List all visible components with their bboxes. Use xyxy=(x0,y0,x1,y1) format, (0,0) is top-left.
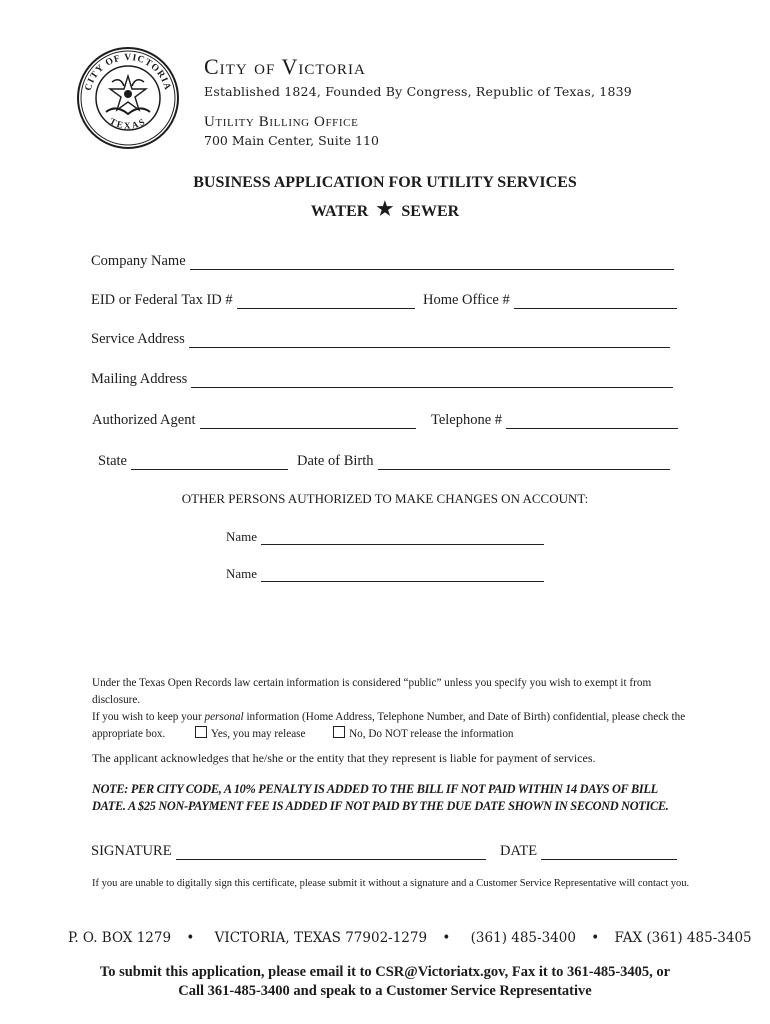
home-office-label: Home Office # xyxy=(423,292,510,308)
footer-po-box: P. O. BOX 1279 xyxy=(68,930,172,946)
release-yes-option[interactable]: Yes, you may release xyxy=(195,728,306,740)
eid-line[interactable] xyxy=(237,296,415,309)
submit-line2: Call 361-485-3400 and speak to a Customer Service Representative xyxy=(178,983,592,999)
authorized-agent-field[interactable] xyxy=(92,412,416,429)
service-address-field[interactable] xyxy=(91,331,670,348)
document-title: BUSINESS APPLICATION FOR UTILITY SERVICES xyxy=(193,174,577,191)
footer-contact xyxy=(68,930,763,946)
company-name-line[interactable] xyxy=(190,257,674,270)
date-label: DATE xyxy=(500,843,538,859)
open-records-line3: appropriate box. Yes, you may release No, Do NOT release the information xyxy=(92,728,514,740)
footer-bullet: • xyxy=(186,930,195,946)
star-icon: ★ xyxy=(376,199,394,220)
signature-note: If you are unable to digitally sign this certificate, please submit it without a signature and a Customer Service Representative will contact you. xyxy=(92,878,690,889)
submit-line1: To submit this application, please email it to CSR@Victoriatx.gov, Fax it to 361-485-3405, or xyxy=(99,964,671,980)
date-of-birth-label: Date of Birth xyxy=(297,453,374,469)
penalty-note-line2: DATE. A $25 NON-PAYMENT FEE IS ADDED IF NOT PAID BY THE DUE DATE SHOWN IN SECOND NOTICE. xyxy=(92,799,669,813)
eid-field[interactable] xyxy=(91,292,415,309)
service-address-label: Service Address xyxy=(91,331,185,347)
home-office-line[interactable] xyxy=(514,296,677,309)
penalty-note-line1: NOTE: PER CITY CODE, A 10% PENALTY IS ADDED TO THE BILL IF NOT PAID WITHIN 14 DAYS OF BILL xyxy=(92,782,658,796)
established-text: Established 1824, Founded By Congress, Republic of Texas, 1839 xyxy=(204,84,632,99)
date-field[interactable] xyxy=(500,843,677,860)
signature-label: SIGNATURE xyxy=(91,843,172,859)
state-label: State xyxy=(98,453,127,469)
open-records-line2: If you wish to keep your personal information (Home Address, Telephone Number, and Date of Birth) confidential, please check the xyxy=(92,711,686,723)
authorized-name-field-2[interactable] xyxy=(226,566,544,582)
date-line[interactable] xyxy=(541,847,677,860)
open-records-paragraph xyxy=(92,675,692,743)
footer-bullet: • xyxy=(591,930,600,946)
svg-text:TEXAS xyxy=(108,116,148,131)
date-of-birth-line[interactable] xyxy=(378,457,670,470)
signature-line[interactable] xyxy=(176,847,486,860)
seal-text-top: CITY OF VICTORIA xyxy=(83,52,173,92)
telephone-label: Telephone # xyxy=(431,412,503,428)
submit-instructions xyxy=(0,963,770,1001)
company-name-label: Company Name xyxy=(91,253,186,269)
seal-text-bottom: TEXAS xyxy=(108,115,148,131)
city-name: City of Victoria xyxy=(204,54,366,79)
other-persons-heading: OTHER PERSONS AUTHORIZED TO MAKE CHANGES ON ACCOUNT: xyxy=(181,491,589,506)
release-no-option[interactable]: No, Do NOT release the information xyxy=(333,728,513,740)
mailing-address-label: Mailing Address xyxy=(91,371,188,387)
footer-fax: FAX (361) 485-3405 xyxy=(614,930,752,946)
eid-label: EID or Federal Tax ID # xyxy=(91,292,233,308)
home-office-field[interactable] xyxy=(423,292,677,309)
authorized-agent-label: Authorized Agent xyxy=(92,412,196,428)
service-address-line[interactable] xyxy=(189,335,670,348)
name-label-2: Name xyxy=(226,566,258,581)
footer-city-state: VICTORIA, TEXAS 77902-1279 xyxy=(214,930,428,946)
company-name-field[interactable] xyxy=(91,253,674,270)
release-yes-checkbox[interactable] xyxy=(195,726,207,738)
authorized-name-line[interactable] xyxy=(261,534,544,545)
subtitle-water: WATER xyxy=(310,203,369,220)
office-address: 700 Main Center, Suite 110 xyxy=(204,133,379,148)
document-subtitle xyxy=(0,199,770,222)
telephone-field[interactable] xyxy=(431,412,678,429)
office-name: Utility Billing Office xyxy=(204,114,359,130)
penalty-note xyxy=(92,781,669,815)
authorized-agent-line[interactable] xyxy=(200,416,416,429)
authorized-name-line-2[interactable] xyxy=(261,571,544,582)
mailing-address-field[interactable] xyxy=(91,371,673,388)
footer-bullet: • xyxy=(442,930,451,946)
acknowledgement-text: The applicant acknowledges that he/she or the entity that they represent is liable for payment of services. xyxy=(92,751,596,765)
telephone-line[interactable] xyxy=(506,416,678,429)
name-label: Name xyxy=(226,529,258,544)
footer-phone: (361) 485-3400 xyxy=(470,930,576,946)
date-of-birth-field[interactable] xyxy=(297,453,670,470)
authorized-name-field[interactable] xyxy=(226,529,544,545)
signature-field[interactable] xyxy=(91,843,486,860)
release-no-checkbox[interactable] xyxy=(333,726,345,738)
mailing-address-line[interactable] xyxy=(191,375,673,388)
subtitle-sewer: SEWER xyxy=(401,203,460,220)
state-line[interactable] xyxy=(131,457,288,470)
open-records-line1: Under the Texas Open Records law certain information is considered “public” unless you specify you wish to exempt it from disclosure. xyxy=(92,677,652,706)
state-field[interactable] xyxy=(98,453,288,470)
city-seal-logo xyxy=(76,46,180,150)
